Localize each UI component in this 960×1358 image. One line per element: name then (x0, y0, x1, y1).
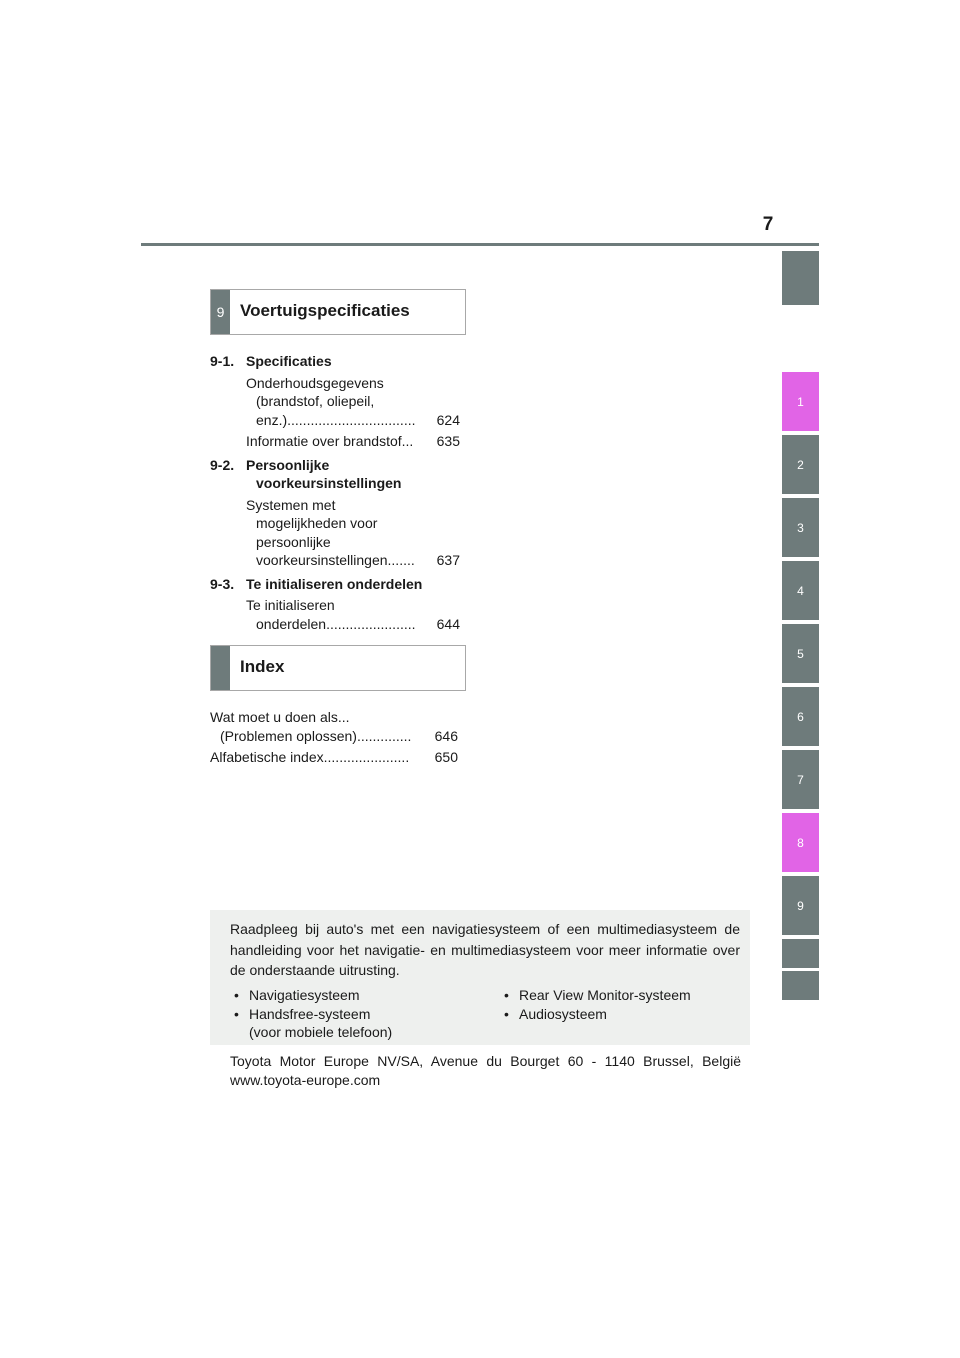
list-item: • Audiosysteem (504, 1005, 607, 1022)
leader-dots: ................................. (287, 411, 416, 428)
entry-text: Systemen met (246, 496, 336, 513)
chapter-tab-3[interactable]: 3 (782, 498, 819, 557)
entry-text: onderdelen (256, 615, 327, 632)
page-ref: 644 (436, 615, 460, 632)
chapter-tab-8[interactable]: 8 (782, 813, 819, 872)
subsection-number: 9-3. (210, 575, 235, 592)
bullet: • (504, 987, 509, 1003)
chapter-tab-6[interactable]: 6 (782, 687, 819, 746)
entry-text: Te initialiseren (246, 597, 335, 613)
subsection-9-3[interactable] (210, 575, 460, 594)
info-box (210, 910, 750, 1045)
chapter-tab-4[interactable]: 4 (782, 561, 819, 620)
page-number: 7 (762, 214, 774, 235)
entry-text: Onderhoudsgegevens (246, 374, 384, 391)
chapter-tab-2[interactable]: 2 (782, 435, 819, 494)
page-ref: 635 (436, 433, 460, 449)
info-list-left (230, 986, 392, 1042)
page-ref: 637 (436, 552, 460, 568)
chapter-tab-7[interactable]: 7 (782, 750, 819, 809)
toc-entry[interactable] (210, 432, 460, 451)
entry-text: Informatie over brandstof (246, 433, 402, 449)
toc-entry[interactable] (210, 748, 458, 767)
entry-text: persoonlijke (256, 533, 331, 550)
leader-dots: .............. (356, 727, 412, 744)
index-toc (210, 708, 458, 767)
subsection-9-1[interactable] (210, 352, 460, 371)
section-number: 9 (211, 290, 230, 334)
section-9-toc (210, 352, 460, 633)
subsection-number: 9-2. (210, 456, 235, 473)
entry-text: mogelijkheden voor (256, 515, 378, 531)
subsection-9-2[interactable] (210, 456, 460, 493)
bullet: • (504, 1005, 509, 1022)
section-title: Voertuigspecificaties (240, 301, 410, 320)
chapter-tab-1[interactable]: 1 (782, 372, 819, 431)
leader-dots: ....... (387, 552, 415, 568)
chapter-tab-5[interactable]: 5 (782, 624, 819, 683)
section-number (211, 646, 230, 690)
list-item: (voor mobiele telefoon) (249, 1024, 393, 1040)
leader-dots: ....................... (326, 615, 416, 632)
list-item: • Navigatiesysteem (234, 987, 360, 1003)
bullet: • (234, 987, 239, 1003)
subsection-title: Specificaties (246, 353, 332, 369)
entry-text: (Problemen oplossen) (220, 727, 357, 744)
subsection-title: Persoonlijke (246, 456, 330, 473)
publisher-url[interactable]: www.toyota-europe.com (230, 1071, 381, 1088)
chapter-tab-9[interactable]: 9 (782, 876, 819, 935)
subsection-title: Te initialiseren onderdelen (246, 575, 423, 592)
list-item: • Handsfree-systeem (234, 1005, 371, 1022)
page-ref: 650 (434, 749, 458, 765)
info-list-right (500, 986, 691, 1023)
entry-text: (brandstof, oliepeil, (256, 393, 375, 409)
chapter-tab-blank-top[interactable] (782, 251, 819, 305)
section-title: Index (240, 657, 285, 676)
entry-text: voorkeursinstellingen (256, 552, 388, 568)
footer (230, 1052, 741, 1089)
subsection-title: voorkeursinstellingen (256, 475, 402, 491)
chapter-tab-blank-b[interactable] (782, 971, 819, 1000)
section-9-header (210, 289, 466, 335)
toc-entry[interactable] (210, 374, 460, 430)
chapter-tab-blank-a[interactable] (782, 939, 819, 968)
leader-dots: ...................... (323, 749, 410, 765)
bullet: • (234, 1005, 239, 1022)
toc-entry[interactable] (210, 496, 460, 570)
publisher-address: Toyota Motor Europe NV/SA, Avenue du Bourget 60 - 1140 Brussel, België (230, 1053, 741, 1069)
toc-entry[interactable] (210, 708, 458, 745)
subsection-number: 9-1. (210, 353, 235, 369)
info-paragraph: Raadpleeg bij auto's met een navigatiesysteem of een multimediasysteem de handleiding voor het navigatie- en multimediasysteem voor meer informatie over de onderstaande uitrusting. (230, 921, 740, 978)
page-ref: 646 (434, 727, 458, 744)
entry-text: Alfabetische index (210, 749, 324, 765)
entry-text: Wat moet u doen als... (210, 709, 350, 725)
page-ref: 624 (436, 411, 460, 428)
entry-text: enz.) (256, 411, 288, 428)
leader-dots: ... (401, 433, 414, 449)
index-header (210, 645, 466, 691)
top-rule (141, 243, 819, 246)
list-item: • Rear View Monitor-systeem (504, 987, 691, 1003)
toc-entry[interactable] (210, 596, 460, 633)
